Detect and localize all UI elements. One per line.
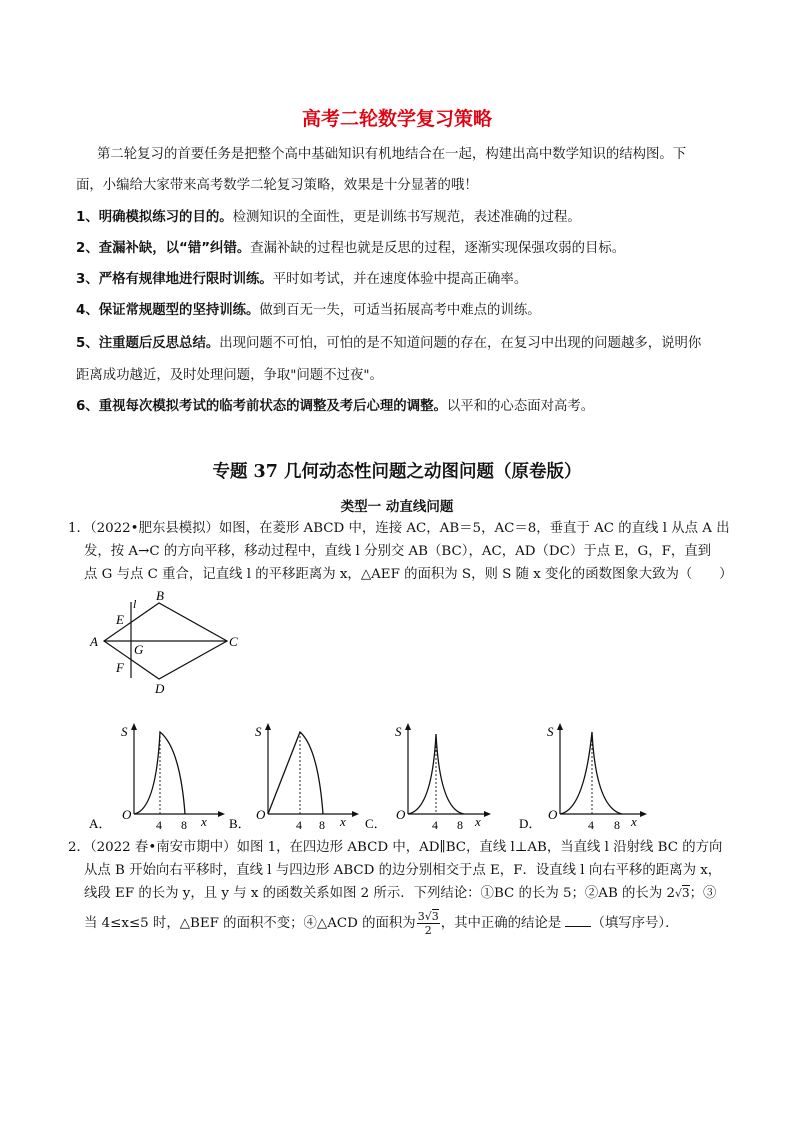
intro-line-2: 面，小编给大家带来高考数学二轮复习策略，效果是十分显著的哦！: [76, 178, 478, 193]
q2-line-3: 线段 EF 的长为 y，且 y 与 x 的函数关系如图 2 所示．下列结论：①BC 的长为 5；②AB 的长为 2√3；③: [84, 886, 717, 901]
q1-line-3: 点 G 与点 C 重合，记直线 l 的平移距离为 x，△AEF 的面积为 S，则 S 随 x 变化的函数图象大致为（ ）: [84, 567, 733, 582]
strategy-num: 5、: [76, 336, 99, 351]
graph-option-c: [364, 720, 504, 832]
option-a-label: A．: [89, 816, 112, 831]
svg-text:S: S: [121, 724, 128, 739]
strategy-item-6: [76, 396, 594, 418]
fraction: $\frac{3√3}{2}$: [417, 910, 439, 937]
label-f: F: [116, 660, 124, 675]
graph-option-b: [228, 720, 368, 832]
svg-text:x: x: [201, 814, 207, 829]
label-b: B: [156, 588, 164, 603]
svg-text:8: 8: [457, 818, 463, 832]
q1-line-1: 1．（2022•肥东县模拟）如图，在菱形 ABCD 中，连接 AC，AB＝5，AC＝8，垂直于 AC 的直线 l 从点 A 出: [68, 521, 730, 536]
option-c-label: C．: [365, 816, 387, 831]
q2-line-4: 当 4≤x≤5 时，△BEF 的面积不变；④△ACD 的面积为 $\frac{3√3}{2}$ ，其中正确的结论是 （填写序号）．: [84, 910, 679, 937]
strategy-heading: 保证常规题型的坚持训练。: [98, 303, 260, 318]
svg-text:x: x: [475, 814, 481, 829]
strategy-item-5-cont: 距离成功越近，及时处理问题，争取"问题不过夜"。: [76, 368, 383, 383]
svg-text:4: 4: [296, 818, 302, 832]
strategy-heading: 查漏补缺，以“错”纠错。: [98, 241, 251, 256]
strategy-num: 2、: [76, 241, 99, 256]
rhombus-figure: [86, 586, 246, 698]
strategy-text: 出现问题不可怕，可怕的是不知道问题的存在，在复习中出现的问题越多，说明你: [219, 336, 702, 351]
svg-text:4: 4: [432, 818, 438, 832]
graph-option-a: [88, 720, 228, 832]
answer-blank: [565, 914, 591, 927]
svg-text:O: O: [122, 807, 132, 822]
page-title: 高考二轮数学复习策略: [301, 108, 492, 130]
strategy-text: 以平和的心态面对高考。: [446, 399, 595, 414]
strategy-text: 查漏补缺的过程也就是反思的过程，逐渐实现保强攻弱的目标。: [250, 241, 626, 256]
intro-line-1: 第二轮复习的首要任务是把整个高中基础知识有机地结合在一起，构建出高中数学知识的结构图。下: [97, 147, 687, 162]
svg-text:O: O: [256, 807, 266, 822]
strategy-text: 平时如考试，并在速度体验中提高正确率。: [272, 272, 528, 287]
strategy-item-2: [76, 238, 625, 260]
svg-text:O: O: [548, 807, 558, 822]
option-b-label: B．: [229, 816, 251, 831]
svg-text:4: 4: [588, 818, 594, 832]
strategy-num: 4、: [76, 303, 99, 318]
label-g: G: [134, 642, 144, 657]
svg-text:S: S: [547, 724, 554, 739]
label-d: D: [155, 681, 165, 696]
strategy-text: 做到百无一失，可适当拓展高考中难点的训练。: [259, 303, 541, 318]
section-subtitle: 类型一 动直线问题: [340, 499, 454, 515]
label-e: E: [116, 612, 124, 627]
strategy-item-5: [76, 333, 701, 355]
svg-text:O: O: [396, 807, 406, 822]
label-l: l: [133, 597, 137, 611]
option-d-label: D．: [519, 816, 542, 831]
svg-text:8: 8: [614, 818, 620, 832]
svg-text:8: 8: [319, 818, 325, 832]
svg-text:x: x: [631, 814, 637, 829]
q2-line-1: 2．（2022 春•南安市期中）如图 1，在四边形 ABCD 中，AD∥BC，直线 l⊥AB，当直线 l 沿射线 BC 的方向: [68, 840, 723, 855]
strategy-heading: 明确模拟练习的目的。: [98, 210, 233, 225]
svg-text:4: 4: [156, 818, 162, 832]
strategy-num: 1、: [76, 210, 99, 225]
strategy-text: 检测知识的全面性，更是训练书写规范，表述准确的过程。: [232, 210, 581, 225]
strategy-item-3: [76, 269, 527, 291]
label-a: A: [90, 634, 98, 649]
q2-line-2: 从点 B 开始向右平移时，直线 l 与四边形 ABCD 的边分别相交于点 E，F．设直线 l 向右平移的距离为 x，: [84, 863, 722, 878]
strategy-heading: 重视每次模拟考试的临考前状态的调整及考后心理的调整。: [98, 399, 447, 414]
svg-text:x: x: [340, 814, 346, 829]
strategy-item-4: [76, 300, 541, 322]
svg-text:8: 8: [181, 818, 187, 832]
label-c: C: [229, 634, 238, 649]
svg-text:S: S: [395, 724, 402, 739]
strategy-num: 6、: [76, 399, 99, 414]
strategy-heading: 注重题后反思总结。: [98, 336, 220, 351]
strategy-num: 3、: [76, 272, 99, 287]
section-title: 专题 37 几何动态性问题之动图问题（原卷版）: [212, 462, 582, 482]
q1-line-2: 发，按 A→C 的方向平移，移动过程中，直线 l 分别交 AB（BC），AC，AD（DC）于点 E，G，F，直到: [84, 544, 712, 559]
strategy-item-1: [76, 207, 581, 229]
graph-option-d: [518, 720, 658, 832]
strategy-heading: 严格有规律地进行限时训练。: [98, 272, 273, 287]
svg-text:S: S: [255, 724, 262, 739]
